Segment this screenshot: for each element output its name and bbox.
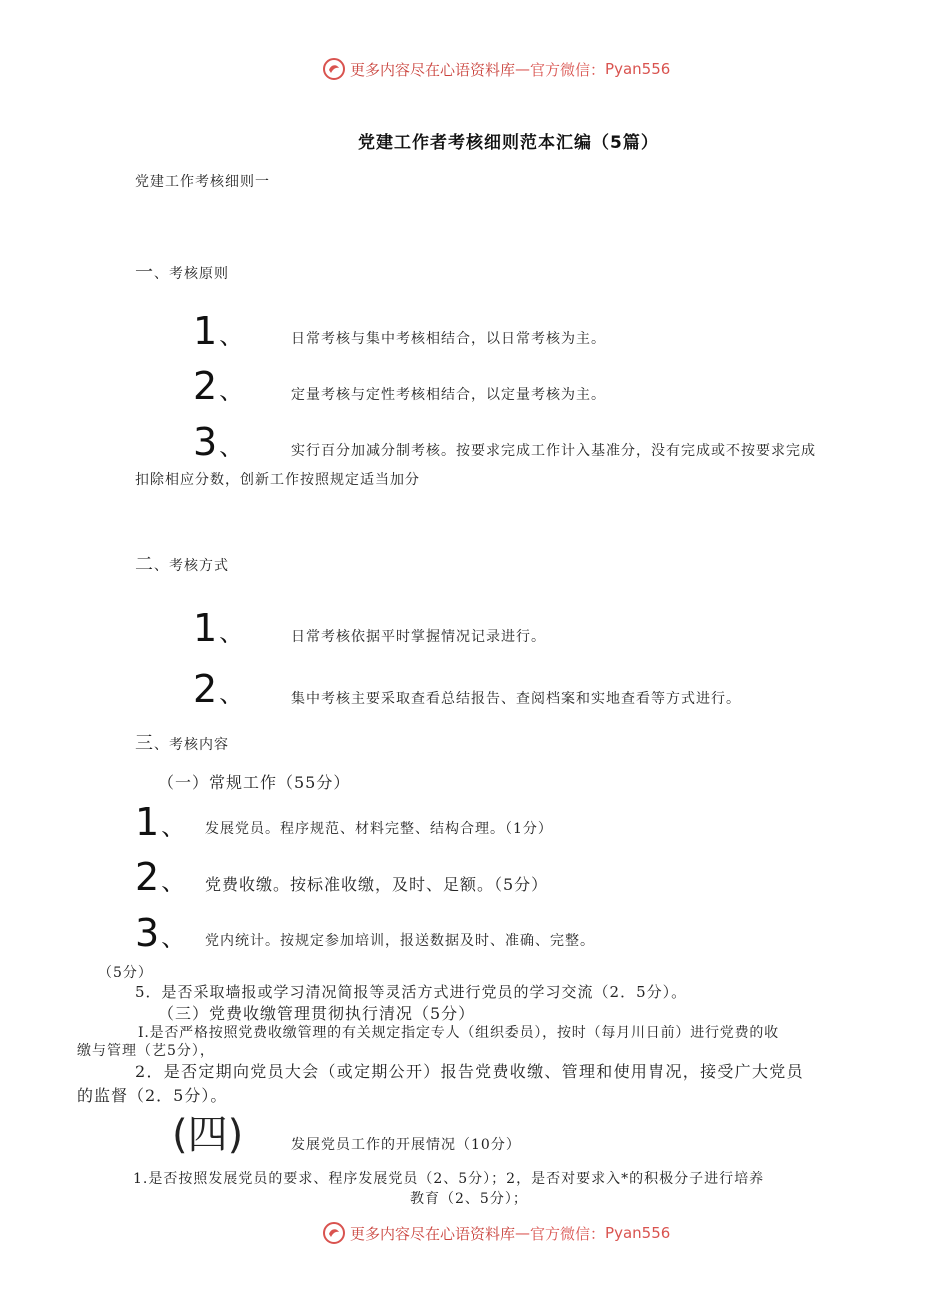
s2-item-2-text: 集中考核主要采取查看总结报告、查阅档案和实地查看等方式进行。: [291, 691, 741, 707]
watermark-sep: —: [515, 1224, 531, 1242]
s3-subheading-3: （三）党费收缴管理贯彻执行清况（5分）: [158, 1004, 476, 1023]
s3-para-2-line-2: 的监督（2．5分）。: [77, 1086, 228, 1105]
brand-logo-icon: [322, 1221, 346, 1245]
section-1-heading: [135, 258, 229, 284]
s2-item-1-number: 1、: [193, 606, 244, 650]
document-title: 党建工作者考核细则范本汇编（5篇）: [358, 133, 659, 153]
watermark-account: Pyan556: [605, 60, 671, 78]
s1-item-2-number: 2、: [193, 364, 244, 408]
s1-item-1-number: 1、: [193, 309, 244, 353]
s3-subheading-4-text: 发展党员工作的开展情况（10分）: [291, 1137, 521, 1153]
watermark-official: 官方微信：: [530, 1224, 606, 1243]
watermark-sep: —: [515, 60, 531, 78]
s3-para-4-line-1: 1.是否按照发展党员的要求、程序发展党员（2、5分）；2，是否对要求入*的积极分子进行培养: [133, 1171, 765, 1187]
watermark-main: 更多内容尽在心语资料库: [350, 60, 516, 79]
s3-item-3-number: 3、: [135, 911, 186, 955]
s3-line-5: 5．是否采取墙报或学习清况简报等灵活方式进行党员的学习交流（2．5分）。: [135, 983, 688, 1001]
section-1-number: 一: [135, 262, 154, 283]
s3-para-4-line-2: 教育（2、5分）；: [410, 1191, 528, 1207]
section-2-label: 、考核方式: [154, 558, 229, 574]
s3-subheading-1: （一）常规工作（55分）: [158, 773, 351, 792]
section-2-number: 二: [135, 554, 154, 575]
s2-item-1-text: 日常考核依据平时掌握情况记录进行。: [291, 629, 546, 645]
s1-item-3-text: 实行百分加减分制考核。按要求完成工作计入基准分，没有完成或不按要求完成: [291, 443, 816, 459]
section-3-number: 三: [135, 733, 154, 754]
s3-para-1-line-2: 缴与管理（艺5分），: [77, 1043, 215, 1059]
watermark-header: [322, 57, 670, 81]
section-3-label: 、考核内容: [154, 737, 229, 753]
s1-item-2-text: 定量考核与定性考核相结合，以定量考核为主。: [291, 387, 606, 403]
s1-item-3-continued: 扣除相应分数，创新工作按照规定适当加分: [135, 472, 420, 488]
s3-item-1-number: 1、: [135, 800, 186, 844]
s3-para-1-line-1: I.是否严格按照党费收缴管理的有关规定指定专人（组织委员），按时（每月川日前）进行党费的收: [138, 1025, 779, 1041]
watermark-account: Pyan556: [605, 1224, 671, 1242]
section-3-heading: [135, 729, 229, 755]
document-subtitle: 党建工作考核细则一: [135, 174, 270, 190]
s2-item-2-number: 2、: [193, 667, 244, 711]
s3-item-2-text: 党费收缴。按标准收缴，及时、足额。（5分）: [205, 875, 549, 894]
s3-score-note: （5分）: [98, 965, 153, 981]
s3-item-2-number: 2、: [135, 855, 186, 899]
watermark-main: 更多内容尽在心语资料库: [350, 1224, 516, 1243]
section-2-heading: [135, 550, 229, 576]
section-1-label: 、考核原则: [154, 266, 229, 282]
s3-item-1-text: 发展党员。程序规范、材料完整、结构合理。（1分）: [205, 821, 553, 837]
s3-item-3-text: 党内统计。按规定参加培训，报送数据及时、准确、完整。: [205, 933, 595, 949]
s3-para-2-line-1: 2．是否定期向党员大会（或定期公开）报告党费收缴、管理和使用胄况，接受广大党员: [135, 1062, 804, 1081]
brand-logo-icon: [322, 57, 346, 81]
s3-subheading-4-mark: (四): [172, 1112, 244, 1158]
watermark-footer: [322, 1221, 670, 1245]
s1-item-1-text: 日常考核与集中考核相结合，以日常考核为主。: [291, 331, 606, 347]
s1-item-3-number: 3、: [193, 420, 244, 464]
watermark-official: 官方微信：: [530, 60, 606, 79]
